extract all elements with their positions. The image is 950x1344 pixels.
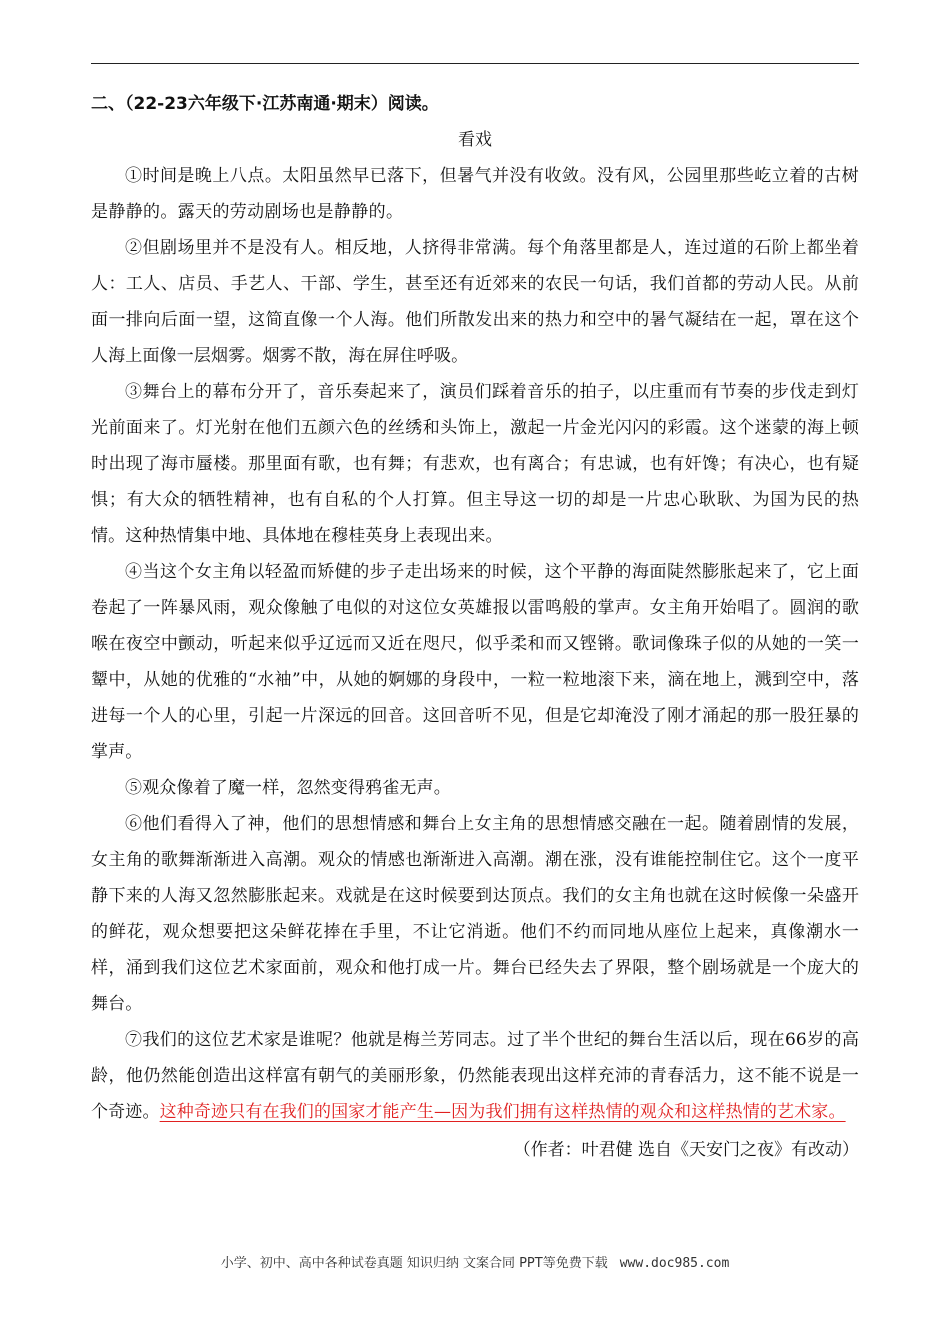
paragraph-7: [91, 1022, 859, 1130]
document-body: [91, 86, 859, 1168]
paragraph-5: ⑤观众像着了魔一样，忽然变得鸦雀无声。: [125, 778, 451, 798]
paragraph-6: ⑥他们看得入了神，他们的思想情感和舞台上女主角的思想情感交融在一起。随着剧情的发展，女主角的歌舞渐渐进入高潮。观众的情感也渐渐进入高潮。潮在涨，没有谁能控制住它。这个一度平静下来的人海又忽然膨胀起来。戏就是在这时候要到达顶点。我们的女主角也就在这时候像一朵盛开的鲜花，观众想要把这朵鲜花捧在手里，不让它消逝。他们不约而同地从座位上起来，真像潮水一样，涌到我们这位艺术家面前，观众和他打成一片。舞台已经失去了界限，整个剧场就是一个庞大的舞台。: [91, 814, 859, 1014]
paragraph-2: ②但剧场里并不是没有人。相反地，人挤得非常满。每个角落里都是人，连过道的石阶上都坐着人：工人、店员、手艺人、干部、学生，甚至还有近郊来的农民一句话，我们首都的劳动人民。从前面一排向后面一望，这简直像一个人海。他们所散发出来的热力和空中的暑气凝结在一起，罩在这个人海上面像一层烟雾。烟雾不散，海在屏住呼吸。: [91, 238, 859, 366]
paragraph-4: ④当这个女主角以轻盈而矫健的步子走出场来的时候，这个平静的海面陡然膨胀起来了，它上面卷起了一阵暴风雨，观众像触了电似的对这位女英雄报以雷鸣般的掌声。女主角开始唱了。圆润的歌喉在夜空中颤动，听起来似乎辽远而又近在咫尺，似乎柔和而又铿锵。歌词像珠子似的从她的一笑一颦中，从她的优雅的“水袖”中，从她的婀娜的身段中，一粒一粒地滚下来，滴在地上，溅到空中，落进每一个人的心里，引起一片深远的回音。这回音听不见，但是它却淹没了刚才涌起的那一股狂暴的掌声。: [91, 562, 859, 762]
page-footer: [0, 1252, 950, 1271]
paragraph-1: ①时间是晚上八点。太阳虽然早已落下，但暑气并没有收敛。没有风，公园里那些屹立着的古树是静静的。露天的劳动剧场也是静静的。: [91, 166, 859, 222]
header-rule: [91, 63, 859, 64]
attribution: （作者：叶君健 选自《天安门之夜》有改动）: [513, 1140, 859, 1160]
highlighted-sentence: 这种奇迹只有在我们的国家才能产生—因为我们拥有这样热情的观众和这样热情的艺术家。: [159, 1102, 846, 1122]
section-heading: 二、（22-23六年级下·江苏南通·期末）阅读。: [91, 94, 439, 114]
paragraph-7-text: ⑦我们的这位艺术家是谁呢？他就是梅兰芳同志。过了半个世纪的舞台生活以后，现在66岁的高龄，他仍然能创造出这样富有朝气的美丽形象，仍然能表现出这样充沛的青春活力，这不能不说是一个奇迹。: [91, 1030, 859, 1122]
article-title: 看戏: [458, 130, 492, 150]
footer-text: 小学、初中、高中各种试卷真题 知识归纳 文案合同 PPT等免费下载: [220, 1256, 608, 1271]
paragraph-3: ③舞台上的幕布分开了，音乐奏起来了，演员们踩着音乐的拍子，以庄重而有节奏的步伐走到灯光前面来了。灯光射在他们五颜六色的丝绣和头饰上，激起一片金光闪闪的彩霞。这个迷蒙的海上顿时出现了海市蜃楼。那里面有歌，也有舞；有悲欢，也有离合；有忠诚，也有奸馋；有决心，也有疑惧；有大众的牺牲精神，也有自私的个人打算。但主导这一切的却是一片忠心耿耿、为国为民的热情。这种热情集中地、具体地在穆桂英身上表现出来。: [91, 382, 859, 546]
footer-url[interactable]: www.doc985.com: [619, 1256, 730, 1271]
